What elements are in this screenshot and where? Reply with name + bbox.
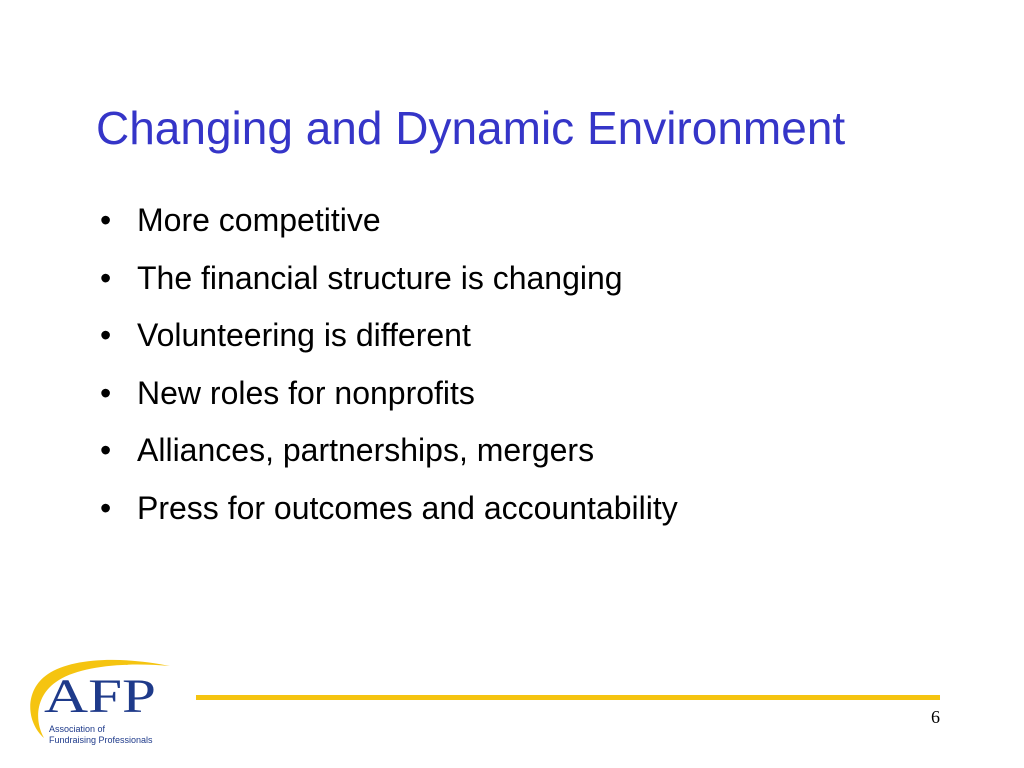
- logo-name-line2: Fundraising Professionals: [49, 735, 153, 745]
- bullet-text: Alliances, partnerships, mergers: [137, 432, 595, 469]
- page-number: 6: [931, 707, 940, 727]
- afp-logo: [20, 652, 180, 752]
- bullet-text: New roles for nonprofits: [137, 374, 475, 411]
- logo-name-line1: Association of: [49, 724, 106, 734]
- bullet-text: More competitive: [137, 202, 381, 238]
- bullet-text: Volunteering is different: [137, 317, 471, 354]
- footer-rule: [196, 695, 940, 700]
- bullet-marker: •: [100, 374, 112, 411]
- bullet-marker: •: [100, 202, 112, 238]
- bullet-text: Press for outcomes and accountability: [137, 489, 678, 526]
- bullet-marker: •: [100, 259, 112, 296]
- bullet-marker: •: [100, 317, 112, 354]
- logo-acronym: AFP: [44, 670, 156, 723]
- bullet-marker: •: [100, 489, 112, 526]
- slide-title: Changing and Dynamic Environment: [96, 102, 846, 154]
- bullet-text: The financial structure is changing: [137, 259, 623, 296]
- bullet-marker: •: [100, 432, 112, 469]
